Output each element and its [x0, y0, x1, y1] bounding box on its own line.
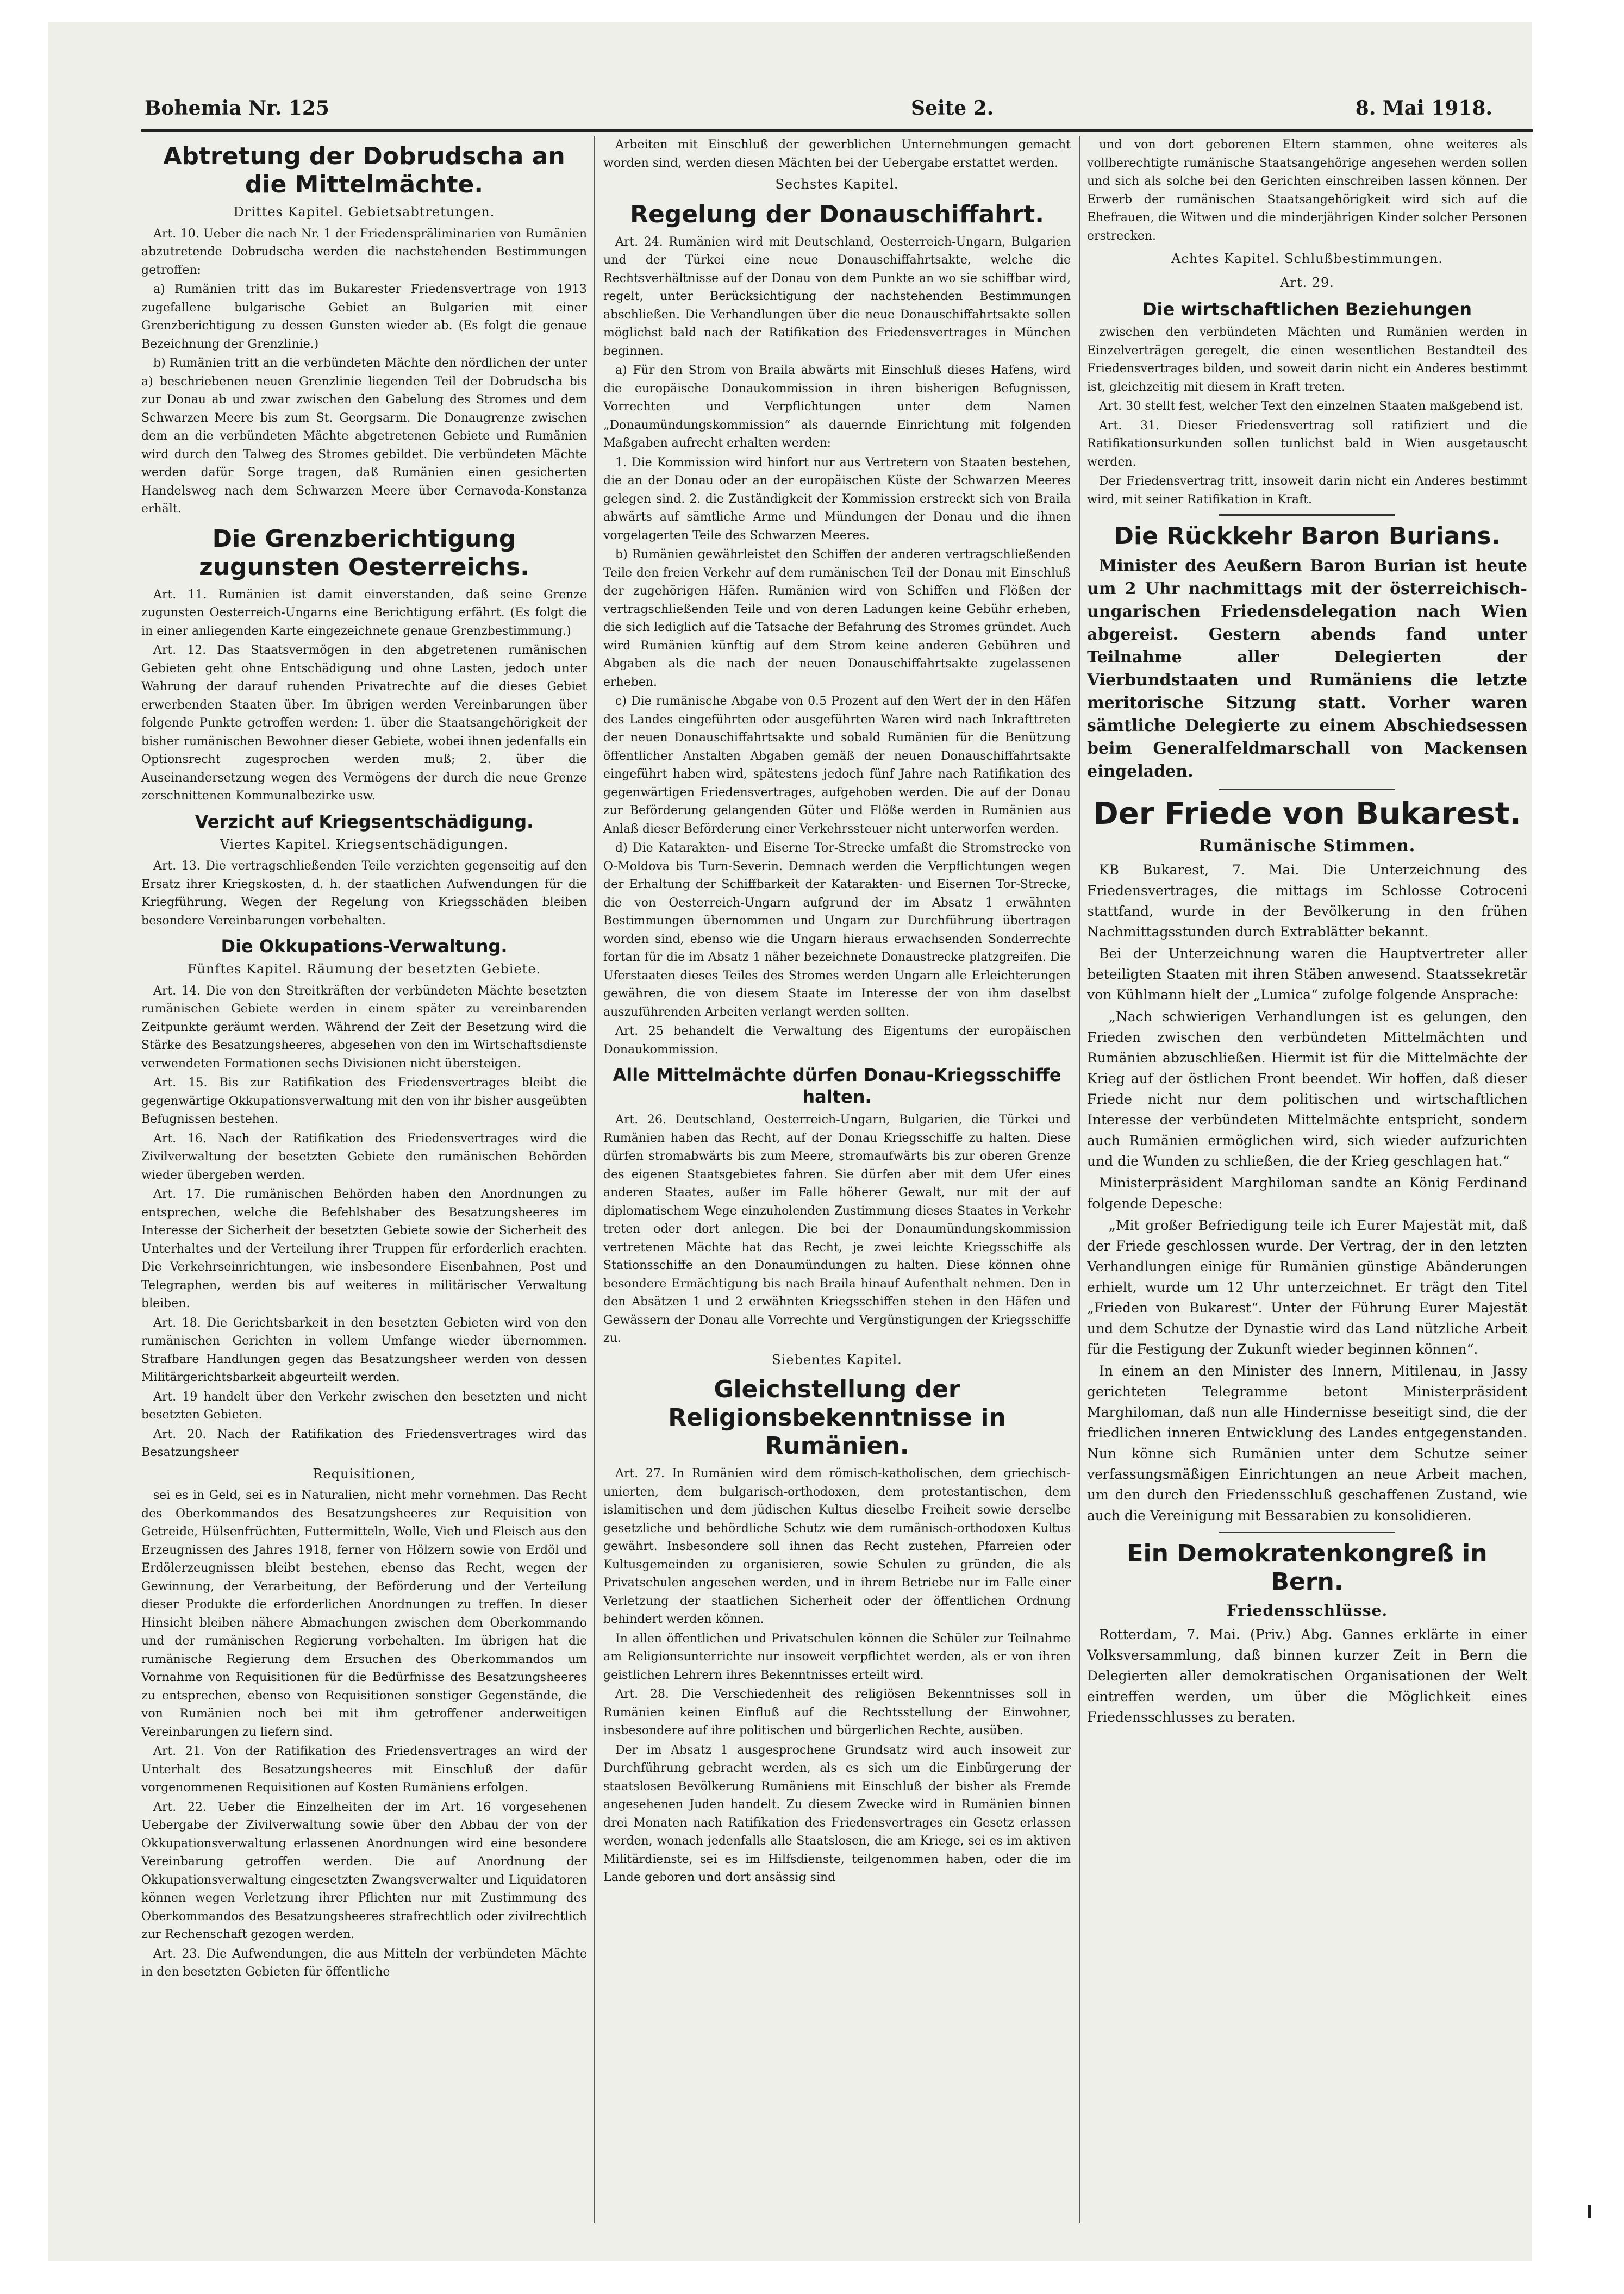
- chapter-heading: Sechstes Kapitel.: [775, 177, 899, 192]
- headline-demokratenkongress: Ein Demokratenkongreß in Bern.: [1127, 1540, 1488, 1596]
- paragraph: b) Rumänien tritt an die verbündeten Mächte den nördlichen der unter a) beschriebenen neuen Grenzlinie liegenden Teil der Dobrudscha bis zur Donau ab und zwar zwischen den Gabelung des Stromes und dem Schwarzen Meere bis zum St. Georgsarm. Die Donaugrenze zwischen dem an die verbündeten Mächte abgetretenen Gebiete und Rumänien wird durch den Talweg des Stromes gebildet. Die verbündeten Mächte werden dafür Sorge tragen, daß Rumänien einen gesicherten Handelsweg nach dem Schwarzen Meere über Cernavoda-Konstanza erhält.: [141, 357, 587, 516]
- paragraph: Rotterdam, 7. Mai. (Priv.) Abg. Gannes erklärte in einer Volksversammlung, daß binnen kurzer Zeit in Bern die Delegierten aller demokratischen Organisationen der Welt eintreffen werden, um über die Möglichkeit eines Friedensschlusses zu beraten.: [1087, 1627, 1527, 1725]
- headline-grenzberichtigung: Die Grenzberichtigung zugunsten Oesterreichs.: [199, 524, 529, 581]
- paragraph: Art. 26. Deutschland, Oesterreich-Ungarn, Bulgarien, die Türkei und Rumänien haben das Recht, auf der Donau Kriegsschiffe zu halten. Diese dürfen stromabwärts bis zum Meere, stromaufwärts bis zur oberen Grenze des eigenen Staatsgebietes fahren. Sie dürfen aber mit dem Ufer eines anderen Staates, außer im Falle höherer Gewalt, nur mit der auf diplomatischem Wege einzuholenden Zustimmung dieses Staates in Verkehr treten oder dort anlegen. Die bei der Donaumündungskommission vertretenen Mächte hat das Recht, je zwei leichte Kriegsschiffe als Stationsschiffe an den Donaumündungen zu halten. Diese können ohne besondere Ermächtigung bis nach Braila hinauf Aufenthalt nehmen. Den in den Absätzen 1 und 2 erwähnten Kriegsschiffen stehen in den Häfen und Gewässern der Donau alle Vorrechte und Vergünstigungen der Kriegsschiffe zu.: [603, 1113, 1071, 1345]
- chapter-heading: Fünftes Kapitel. Räumung der besetzten Gebiete.: [187, 961, 541, 977]
- paragraph: Arbeiten mit Einschluß der gewerblichen Unternehmungen gemacht worden sind, werden diesen Mächten bei der Uebergabe erstattet werden.: [603, 138, 1071, 170]
- paragraph: Art. 15. Bis zur Ratifikation des Friedensvertrages bleibt die gegenwärtige Okkupationsverwaltung mit den von ihr bisher ausgeübten Befugnissen bestehen.: [141, 1076, 587, 1126]
- paragraph: Art. 14. Die von den Streitkräften der verbündeten Mächte besetzten rumänischen Gebiete werden in einem später zu vereinbarenden Zeitpunkte geräumt werden. Während der Zeit der Besetzung wird die Stärke des Besatzungsheeres, abgesehen von den im Wirtschaftsdienste verwendeten Formationen sechs Divisionen nicht übersteigen.: [141, 984, 587, 1071]
- paragraph: Art. 27. In Rumänien wird dem römisch-katholischen, dem griechisch-unierten, dem bulgarisch-orthodoxen, dem protestantischen, dem islamitischen und dem jüdischen Kultus dieselbe Freiheit sowie derselbe gesetzliche und behördliche Schutz wie dem rumänisch-orthodoxen Kultus gewährt. Insbesondere soll ihnen das Recht zustehen, Pfarreien oder Kultusgemeinden zu organisieren, sowie Schulen zu gründen, die als Privatschulen angesehen werden, und in ihrem Betriebe nur im Falle einer Verletzung der staatlichen Sicherheit oder der öffentlichen Ordnung behindert werden können.: [603, 1467, 1071, 1626]
- section-divider: [1219, 789, 1395, 790]
- headline-kriegsentschaedigung: Verzicht auf Kriegsentschädigung.: [195, 811, 534, 832]
- article-number: Art. 29.: [1280, 275, 1334, 290]
- headline-okkupation: Die Okkupations-Verwaltung.: [221, 936, 508, 957]
- paragraph: Art. 10. Ueber die nach Nr. 1 der Friedenspräliminarien von Rumänien abzutretende Dobrudscha werden die nachstehenden Bestimmungen getroffen:: [141, 227, 587, 277]
- paragraph: Art. 11. Rumänien ist damit einverstanden, daß seine Grenze zugunsten Oesterreich-Ungarns eine Berichtigung erfährt. (Es folgt die in einer anliegenden Karte eingezeichnete genaue Grenzbestimmung.): [141, 587, 587, 638]
- header-rule: [141, 129, 1533, 132]
- column-divider: [594, 136, 595, 2223]
- chapter-heading: Siebentes Kapitel.: [772, 1352, 902, 1367]
- paragraph: Art. 21. Von der Ratifikation des Friedensvertrages an wird der Unterhalt des Besatzungsheeres mit Einschluß der dafür vorgenommenen Requisitionen auf Kosten Rumäniens erfolgen.: [141, 1745, 587, 1795]
- paragraph: und von dort geborenen Eltern stammen, ohne weiteres als vollberechtigte rumänische Staatsangehörige angesehen werden sollen und sich als solche bei den Gerichten einschreiben lassen können. Der Erwerb der rumänischen Staatsangehörigkeit wird sich auf die Ehefrauen, die Witwen und die minderjährigen Kinder solcher Personen erstrecken.: [1087, 138, 1527, 243]
- paragraph: sei es in Geld, sei es in Naturalien, nicht mehr vornehmen. Das Recht des Oberkommandos des Besatzungsheeres zur Requisition von Getreide, Hülsenfrüchten, Futtermitteln, Wolle, Vieh und Fleisch aus den Erzeugnissen des Jahres 1918, ferner von Hölzern sowie von Erdöl und Erdölerzeugnissen bleibt bestehen, ebenso das Recht, wegen der Gewinnung, der Verarbeitung, der Beförderung und der Verteilung dieser Produkte die erforderlichen Anordnungen zu treffen. In dieser Hinsicht bleiben nähere Abmachungen zwischen dem Oberkommando und der rumänischen Regierung vorbehalten. Im übrigen hat die rumänische Regierung dem Ersuchen des Oberkommandos um Vornahme von Requisitionen für die Bedürfnisse des Besatzungsheeres zu entsprechen, ebenso von Requisitionen sonstiger Gegenstände, die von Rumänien noch bei mit ihm getroffener anderweitigen Vereinbarungen zu liefern sind.: [141, 1489, 587, 1739]
- paragraph: Ministerpräsident Marghiloman sandte an König Ferdinand folgende Depesche:: [1087, 1175, 1527, 1211]
- paragraph: Art. 22. Ueber die Einzelheiten der im Art. 16 vorgesehenen Uebergabe der Zivilverwaltung sowie über den Abbau der von der Okkupationsverwaltung erlassenen Anordnungen wird eine besondere Vereinbarung getroffen werden. Die auf Anordnung der Okkupationsverwaltung eingesetzten Zwangsverwalter und Liquidatoren können wegen Verletzung ihrer Pflichten nur mit Zustimmung des Oberkommandos des Besatzungsheeres strafrechtlich oder zivilrechtlich zur Rechenschaft gezogen werden.: [141, 1800, 587, 1941]
- headline-wirtschaft: Die wirtschaftlichen Beziehungen: [1142, 299, 1472, 320]
- paragraph: Bei der Unterzeichnung waren die Hauptvertreter aller beteiligten Staaten mit ihren Stäben anwesend. Staatssekretär von Kühlmann hielt der „Lumica“ zufolge folgende Ansprache:: [1087, 946, 1527, 1003]
- page-number: Seite 2.: [911, 97, 994, 120]
- paragraph: Art. 18. Die Gerichtsbarkeit in den besetzten Gebieten wird von den rumänischen Gerichten in vollem Umfange wieder übernommen. Strafbare Handlungen gegen das Besatzungsheer werden von dessen Militärgerichtsbarkeit abgeurteilt werden.: [141, 1316, 587, 1384]
- paragraph: In einem an den Minister des Innern, Mitilenau, in Jassy gerichteten Telegramme betont Ministerpräsident Marghiloman, daß nun alle Hindernisse beseitigt sind, die der friedlichen inneren Entwicklung des Landes entgegenstanden. Nun könne sich Rumänien unter dem Schutze seiner verfassungsmäßigen Einrichtungen an neue Arbeit machen, um den durch den Friedensschluß geschaffenen Zustand, wie auch die Vereinigung mit Bessarabien zu konsolidieren.: [1087, 1363, 1527, 1523]
- page-mark: [1588, 2205, 1591, 2218]
- headline-donauschiffahrt: Regelung der Donauschiffahrt.: [630, 200, 1044, 228]
- paragraph: 1. Die Kommission wird hinfort nur aus Vertretern von Staaten bestehen, die an der Donau oder an der europäischen Küste der Schwarzen Meeres gelegen sind. 2. die Zuständigkeit der Kommission erstreckt sich von Braila abwärts auf sämtliche Arme und Mündungen der Donau und die ihnen vorgelagerten Teile des Schwarzen Meeres.: [603, 455, 1071, 542]
- chapter-heading: Drittes Kapitel. Gebietsabtretungen.: [233, 204, 495, 220]
- subheadline-friedensschluesse: Friedensschlüsse.: [1226, 1602, 1388, 1620]
- chapter-heading: Achtes Kapitel. Schlußbestimmungen.: [1171, 251, 1443, 266]
- paragraph: d) Die Katarakten- und Eiserne Tor-Strecke umfaßt die Stromstrecke von O-Moldova bis Turn-Severin. Demnach werden die Verpflichtungen wegen der Erhaltung der Schiffbarkeit der Katarakten- und Eisernen Tor-Strecke, die von Oesterreich-Ungarn aufgrund der im Absatz 1 erwähnten Bestimmungen übernommen und Ungarn zur Durchführung übertragen worden sind, ebenso wie die Ungarn hieraus erwachsenden Sonderrechte fortan für die im Absatz 1 näher bezeichnete Donaustrecke platzgreifen. Die Uferstaaten dieses Teiles des Stromes werden Ungarn alle Erleichterungen gewähren, die von diesem Staate im Interesse der von ihm daselbst auszuführenden Arbeiten verlangt werden sollten.: [603, 841, 1071, 1019]
- paragraph: b) Rumänien gewährleistet den Schiffen der anderen vertragschließenden Teile den freien Verkehr auf dem rumänischen Teil der Donau mit Einschluß der zugehörigen Häfen. Rumänien wird von Schiffen und Flößen der vertragschließenden Teile und von deren Ladungen keine Gebühr erheben, die sich lediglich auf die Tatsache der Befahrung des Stromes gründet. Auch wird Rumänien künftig auf dem Strom keine anderen Gebühren und Abgaben als die nach der neuen Donauschiffahrtsakte zugelassenen erheben.: [603, 548, 1071, 689]
- column-divider: [1079, 136, 1080, 2223]
- headline-friede-bukarest: Der Friede von Bukarest.: [1093, 796, 1521, 832]
- paragraph: Art. 24. Rumänien wird mit Deutschland, Oesterreich-Ungarn, Bulgarien und der Türkei eine neue Donauschiffahrtsakte, welche die Rechtsverhältnisse auf der Donau von dem Punkte an wo sie schiffbar wird, regelt, unter Berücksichtigung der nachstehenden Bestimmungen abschließen. Die Verhandlungen über die neue Donauschiffahrtsakte sollen möglichst bald nach der Ratifikation des Friedensvertrages in München beginnen.: [603, 235, 1071, 358]
- paragraph: Art. 31. Dieser Friedensvertrag soll ratifiziert und die Ratifikationsurkunden sollen tunlichst bald in Wien ausgetauscht werden.: [1087, 418, 1527, 469]
- paragraph: Der Friedensvertrag tritt, insoweit darin nicht ein Anderes bestimmt wird, mit seiner Ratifikation in Kraft.: [1087, 474, 1527, 507]
- column-2: [603, 136, 1071, 2212]
- paragraph: Art. 13. Die vertragschließenden Teile verzichten gegenseitig auf den Ersatz ihrer Kriegskosten, d. h. der staatlichen Aufwendungen für die Kriegführung. Wegen der Regelung von Kriegsschäden bleiben besondere Vereinbarungen vorbehalten.: [141, 859, 587, 928]
- subheadline-stimmen: Rumänische Stimmen.: [1198, 836, 1416, 855]
- section-divider: [1219, 514, 1395, 516]
- subheading-requisitionen: Requisitionen,: [313, 1466, 416, 1482]
- paragraph: Art. 20. Nach der Ratifikation des Friedensvertrages wird das Besatzungsheer: [141, 1427, 587, 1459]
- paragraph: a) Für den Strom von Braila abwärts mit Einschluß dieses Hafens, wird die europäische Donaukommission in ihren bisherigen Befugnissen, Vorrechten und Verpflichtungen unter dem Namen „Donaumündungskommission“ als dauernde Einrichtung mit folgenden Maßgaben aufrecht erhalten werden:: [603, 364, 1071, 450]
- paragraph: Art. 30 stellt fest, welcher Text den einzelnen Staaten maßgebend ist.: [1099, 399, 1523, 413]
- column-1: [141, 136, 587, 2217]
- quotation: „Nach schwierigen Verhandlungen ist es gelungen, den Frieden zwischen den verbündeten Mittelmächten und Rumänien abzuschließen. Hiermit ist für die Mittelmächte der Krieg auf der östlichen Front beendet. Wir hoffen, daß dieser Friede nicht nur dem politischen und wirtschaftlichen Interesse der verbündeten Mittelmächte entspricht, sondern auch Rumänien ermöglichen wird, sich wieder aufzurichten und die Wunden zu schließen, die der Krieg geschlagen hat.“: [1087, 1009, 1527, 1169]
- headline-kriegsschiffe: Alle Mittelmächte dürfen Donau-Kriegsschiffe halten.: [613, 1065, 1061, 1107]
- paragraph: In allen öffentlichen und Privatschulen können die Schüler zur Teilnahme am Religionsunterrichte nur insoweit verpflichtet werden, als er von ihren geistlichen Lehrern ihres Bekenntnisses erteilt wird.: [603, 1632, 1071, 1682]
- paragraph: KB Bukarest, 7. Mai. Die Unterzeichnung des Friedensvertrages, die mittags im Schlosse Cotroceni stattfand, wurde in der Bevölkerung in den frühen Nachmittagsstunden durch Extrablätter bekannt.: [1087, 862, 1527, 940]
- headline-religionsbekenntnisse: Gleichstellung der Religionsbekenntnisse in Rumänien.: [668, 1376, 1006, 1460]
- masthead-issue: Bohemia Nr. 125: [145, 97, 329, 120]
- headline-burian: Die Rückkehr Baron Burians.: [1114, 522, 1501, 550]
- paragraph: zwischen den verbündeten Mächten und Rumänien werden in Einzelverträgen geregelt, die einen wesentlichen Bestandteil des Friedensvertrages bilden, und soweit darin nicht ein Anderes bestimmt ist, gleichzeitig mit diesem in Kraft treten.: [1087, 326, 1527, 394]
- lead-paragraph: Minister des Aeußern Baron Burian ist heute um 2 Uhr nachmittags mit der österreichisch-ungarischen Friedensdelegation nach Wien abgereist. Gestern abends fand unter Teilnahme aller Delegierten der Vierbundstaaten und Rumäniens die letzte meritorische Sitzung statt. Vorher waren sämtliche Delegierte zu einem Abschiedsessen beim Generalfeldmarschall von Mackensen eingeladen.: [1087, 557, 1527, 781]
- paragraph: a) Rumänien tritt das im Bukarester Friedensvertrage von 1913 zugefallene bulgarische Gebiet an Bulgarien mit einer Grenzberichtigung zu dessen Gunsten wieder ab. (Es folgt die genaue Bezeichnung der Grenzlinie.): [141, 283, 587, 351]
- chapter-heading: Viertes Kapitel. Kriegsentschädigungen.: [220, 836, 509, 852]
- paragraph: Der im Absatz 1 ausgesprochene Grundsatz wird auch insoweit zur Durchführung gebracht werden, als es sich um die Einbürgerung der staatslosen Bevölkerung Rumäniens mit Einschluß der bisher als Fremde angesehenen Juden handelt. Zu diesem Zwecke wird in Rumänien binnen drei Monaten nach Ratifikation des Friedensvertrages ein Gesetz erlassen werden, wonach jedenfalls alle Staatslosen, die am Kriege, sei es im aktiven Militärdienste, sei es im Hilfsdienste, teilgenommen haben, oder die im Lande geboren und dort ansässig sind: [603, 1743, 1071, 1884]
- section-divider: [1219, 1532, 1395, 1533]
- paragraph: Art. 23. Die Aufwendungen, die aus Mitteln der verbündeten Mächte in den besetzten Gebieten für öffentliche: [141, 1947, 587, 1979]
- headline-dobrudscha: Abtretung der Dobrudscha an die Mittelmächte.: [163, 142, 565, 198]
- issue-date: 8. Mai 1918.: [1355, 97, 1492, 120]
- page-header: [96, 93, 1531, 132]
- paragraph: Art. 16. Nach der Ratifikation des Friedensvertrages wird die Zivilverwaltung der besetzten Gebiete den rumänischen Behörden wieder übergeben werden.: [141, 1132, 587, 1182]
- paragraph: c) Die rumänische Abgabe von 0.5 Prozent auf den Wert der in den Häfen des Landes eingeführten oder ausgeführten Waren wird nach Inkrafttreten der neuen Donauschiffahrtsakte und sobald Rumänien für die Benützung öffentlicher Anstalten Abgaben gemäß der neuen Donauschiffahrtsakte eingeführt haben wird, spätestens jedoch fünf Jahre nach Ratifikation des gegenwärtigen Friedensvertrages, aufgehoben werden. Die auf der Donau zur Beförderung gelangenden Güter und Flöße werden in Rumänien aus Anlaß dieser Beförderung einer Verkehrssteuer nicht unterworfen werden.: [603, 695, 1071, 836]
- paragraph: Art. 12. Das Staatsvermögen in den abgetretenen rumänischen Gebieten geht ohne Entschädigung und ohne Lasten, jedoch unter Wahrung der darauf ruhenden Privatrechte auf die dieses Gebiet erwerbenden Staaten über. Im übrigen werden Vereinbarungen über folgende Punkte getroffen werden: 1. über die Staatsangehörigkeit der bisher rumänischen Bewohner dieser Gebiete, wobei ihnen jedenfalls ein Optionsrecht zugesprochen werden muß; 2. über die Auseinandersetzung wegen des Vermögens der durch die neue Grenze zerschnittenen Kommunalbezirke usw.: [141, 643, 587, 803]
- column-3: [1087, 136, 1527, 2212]
- paragraph: Art. 17. Die rumänischen Behörden haben den Anordnungen zu entsprechen, welche die Befehlshaber des Besatzungsheeres im Interesse der Sicherheit der besetzten Gebiete sowie der Sicherheit des Unterhaltes und der Verteilung ihrer Truppen für erforderlich erachten. Die Verkehrseinrichtungen, wie insbesondere Eisenbahnen, Post und Telegraphen, werden bis auf weiteres in militärischer Verwaltung bleiben.: [141, 1187, 587, 1310]
- paragraph: Art. 28. Die Verschiedenheit des religiösen Bekenntnisses soll in Rumänien keinen Einfluß auf die Rechtsstellung der Einwohner, insbesondere auf ihre politischen und bürgerlichen Rechte, ausüben.: [603, 1687, 1071, 1737]
- quotation: „Mit großer Befriedigung teile ich Eurer Majestät mit, daß der Friede geschlossen wurde. Der Vertrag, der in den letzten Verhandlungen einige für Rumänien günstige Abänderungen erhielt, wurde um 12 Uhr unterzeichnet. Er trägt den Titel „Frieden von Bukarest“. Unter der Führung Eurer Majestät und dem Schutze der Dynastie wird das Land nützliche Arbeit für die Festigung der Zukunft wieder beginnen können“.: [1087, 1217, 1527, 1357]
- paragraph: Art. 25 behandelt die Verwaltung des Eigentums der europäischen Donaukommission.: [603, 1024, 1071, 1057]
- paragraph: Art. 19 handelt über den Verkehr zwischen den besetzten und nicht besetzten Gebieten.: [141, 1390, 587, 1422]
